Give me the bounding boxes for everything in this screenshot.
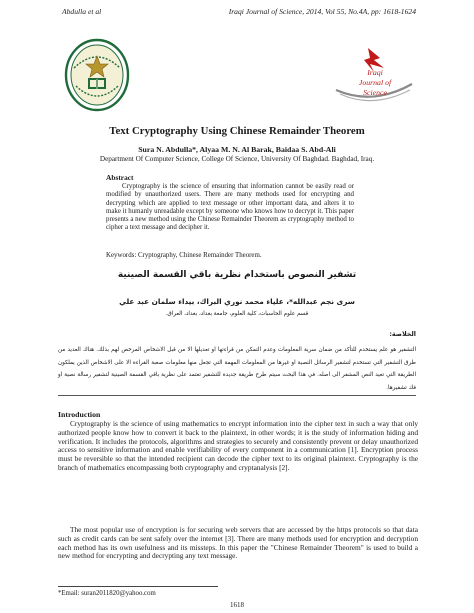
abstract-body: Cryptography is the science of ensuring that information cannot be easily read or modified by unauthorized users. There are many methods used for encrypting and decrypting which are applied to text message or other important data, and alters it to make it humanly unreadable except by someone who knows how to decrypt it. This paper presents a new method using the Chinese Remainder Theorem as cryptography method to cipher a text message and decipher it. bbox=[106, 183, 354, 232]
running-head-authors: Abdulla et al bbox=[62, 7, 102, 16]
running-head-journal: Iraqi Journal of Science, 2014, Vol 55, No.4A, pp: 1618-1624 bbox=[228, 7, 416, 16]
introduction-paragraph-1: Cryptography is the science of using mathematics to encrypt information into the cipher text in such a way that only authorized people know how to convert it back to the plaintext, in other words; it is the study of information hiding and verification. It includes the protocols, algorithms and strategies to securely and consistently prevent or delay unauthorized access to sensitive information and enable verifiability of every component in a communication [1]. Encryption process must be reversible so that the intended recipient can decode the cipher text to its original plaintext. Cryptography is the branch of mathematics encompassing both cryptography and cryptanalysis [2]. bbox=[58, 419, 418, 472]
section-divider bbox=[58, 395, 416, 396]
university-seal-icon bbox=[64, 38, 130, 112]
author-list: Sura N. Abdulla*, Alyaa M. N. Al Barak, Baidaa S. Abd-Ali bbox=[138, 145, 336, 154]
arabic-affiliation: قسم علوم الحاسبات، كلية العلوم، جامعة بغداد، بغداد، العراق. bbox=[165, 311, 309, 317]
arabic-summary: التشفير هو علم يستخدم للتأكد من ضمان سرية المعلومات وعدم التمكن من قراءتها او تعديلها الا من قبل الاشخاص المرخص لهم بذلك. هناك العديد من طرق التشفير التي تستخدم لتشفير الرسائل النصية او غيرها من المعلومات المهمة التي تجعل منها معلومات صعبة القراءة الا على الاشخاص الذين يملكون الطريقة التي تعيد النص المشفر الى اصله. في هذا البحث سيتم طرح طريقة جديدة للتشفير تعتمد على نظرية باقي القسمة الصينية لتشفير رسالة نصية او فك تشفيرها. bbox=[58, 347, 416, 391]
footnote-divider bbox=[58, 586, 218, 587]
keywords: Keywords: Cryptography, Chinese Remainder Theorem. bbox=[106, 252, 262, 259]
paper-title: Text Cryptography Using Chinese Remainder Theorem bbox=[109, 125, 365, 137]
journal-logo-line-1: Iraqi bbox=[367, 68, 383, 77]
page-number: 1618 bbox=[230, 601, 244, 609]
journal-logo-line-2: Journal of bbox=[358, 78, 392, 87]
author-affiliation: Department Of Computer Science, College Of Science, University Of Baghdad. Baghdad, Iraq. bbox=[99, 155, 375, 163]
arabic-authors: سرى نجم عبدالله*، علياء محمد نوري البراك، بيداء سلمان عبد علي bbox=[119, 297, 355, 306]
arabic-summary-heading: الخلاصة: bbox=[389, 330, 416, 338]
arabic-title: تشفير النصوص باستخدام نظرية باقي القسمة الصينية bbox=[117, 270, 357, 280]
introduction-heading: Introduction bbox=[58, 410, 101, 419]
introduction-paragraph-2: The most popular use of encryption is for securing web servers that are accessed by the https protocols so that data such as credit cards can be sent safely over the internet [3]. There are many methods used for encryption and decryption each method has its own usefulness and its missteps. In this paper the "Chinese Remainder Theorem" is used to build a new method for encrypting and decrypting any text message. bbox=[58, 525, 418, 561]
footnote-email: *Email: suran2011820@yahoo.com bbox=[58, 590, 156, 597]
journal-logo-line-3: Science bbox=[363, 88, 387, 97]
abstract-heading: Abstract bbox=[106, 173, 134, 182]
